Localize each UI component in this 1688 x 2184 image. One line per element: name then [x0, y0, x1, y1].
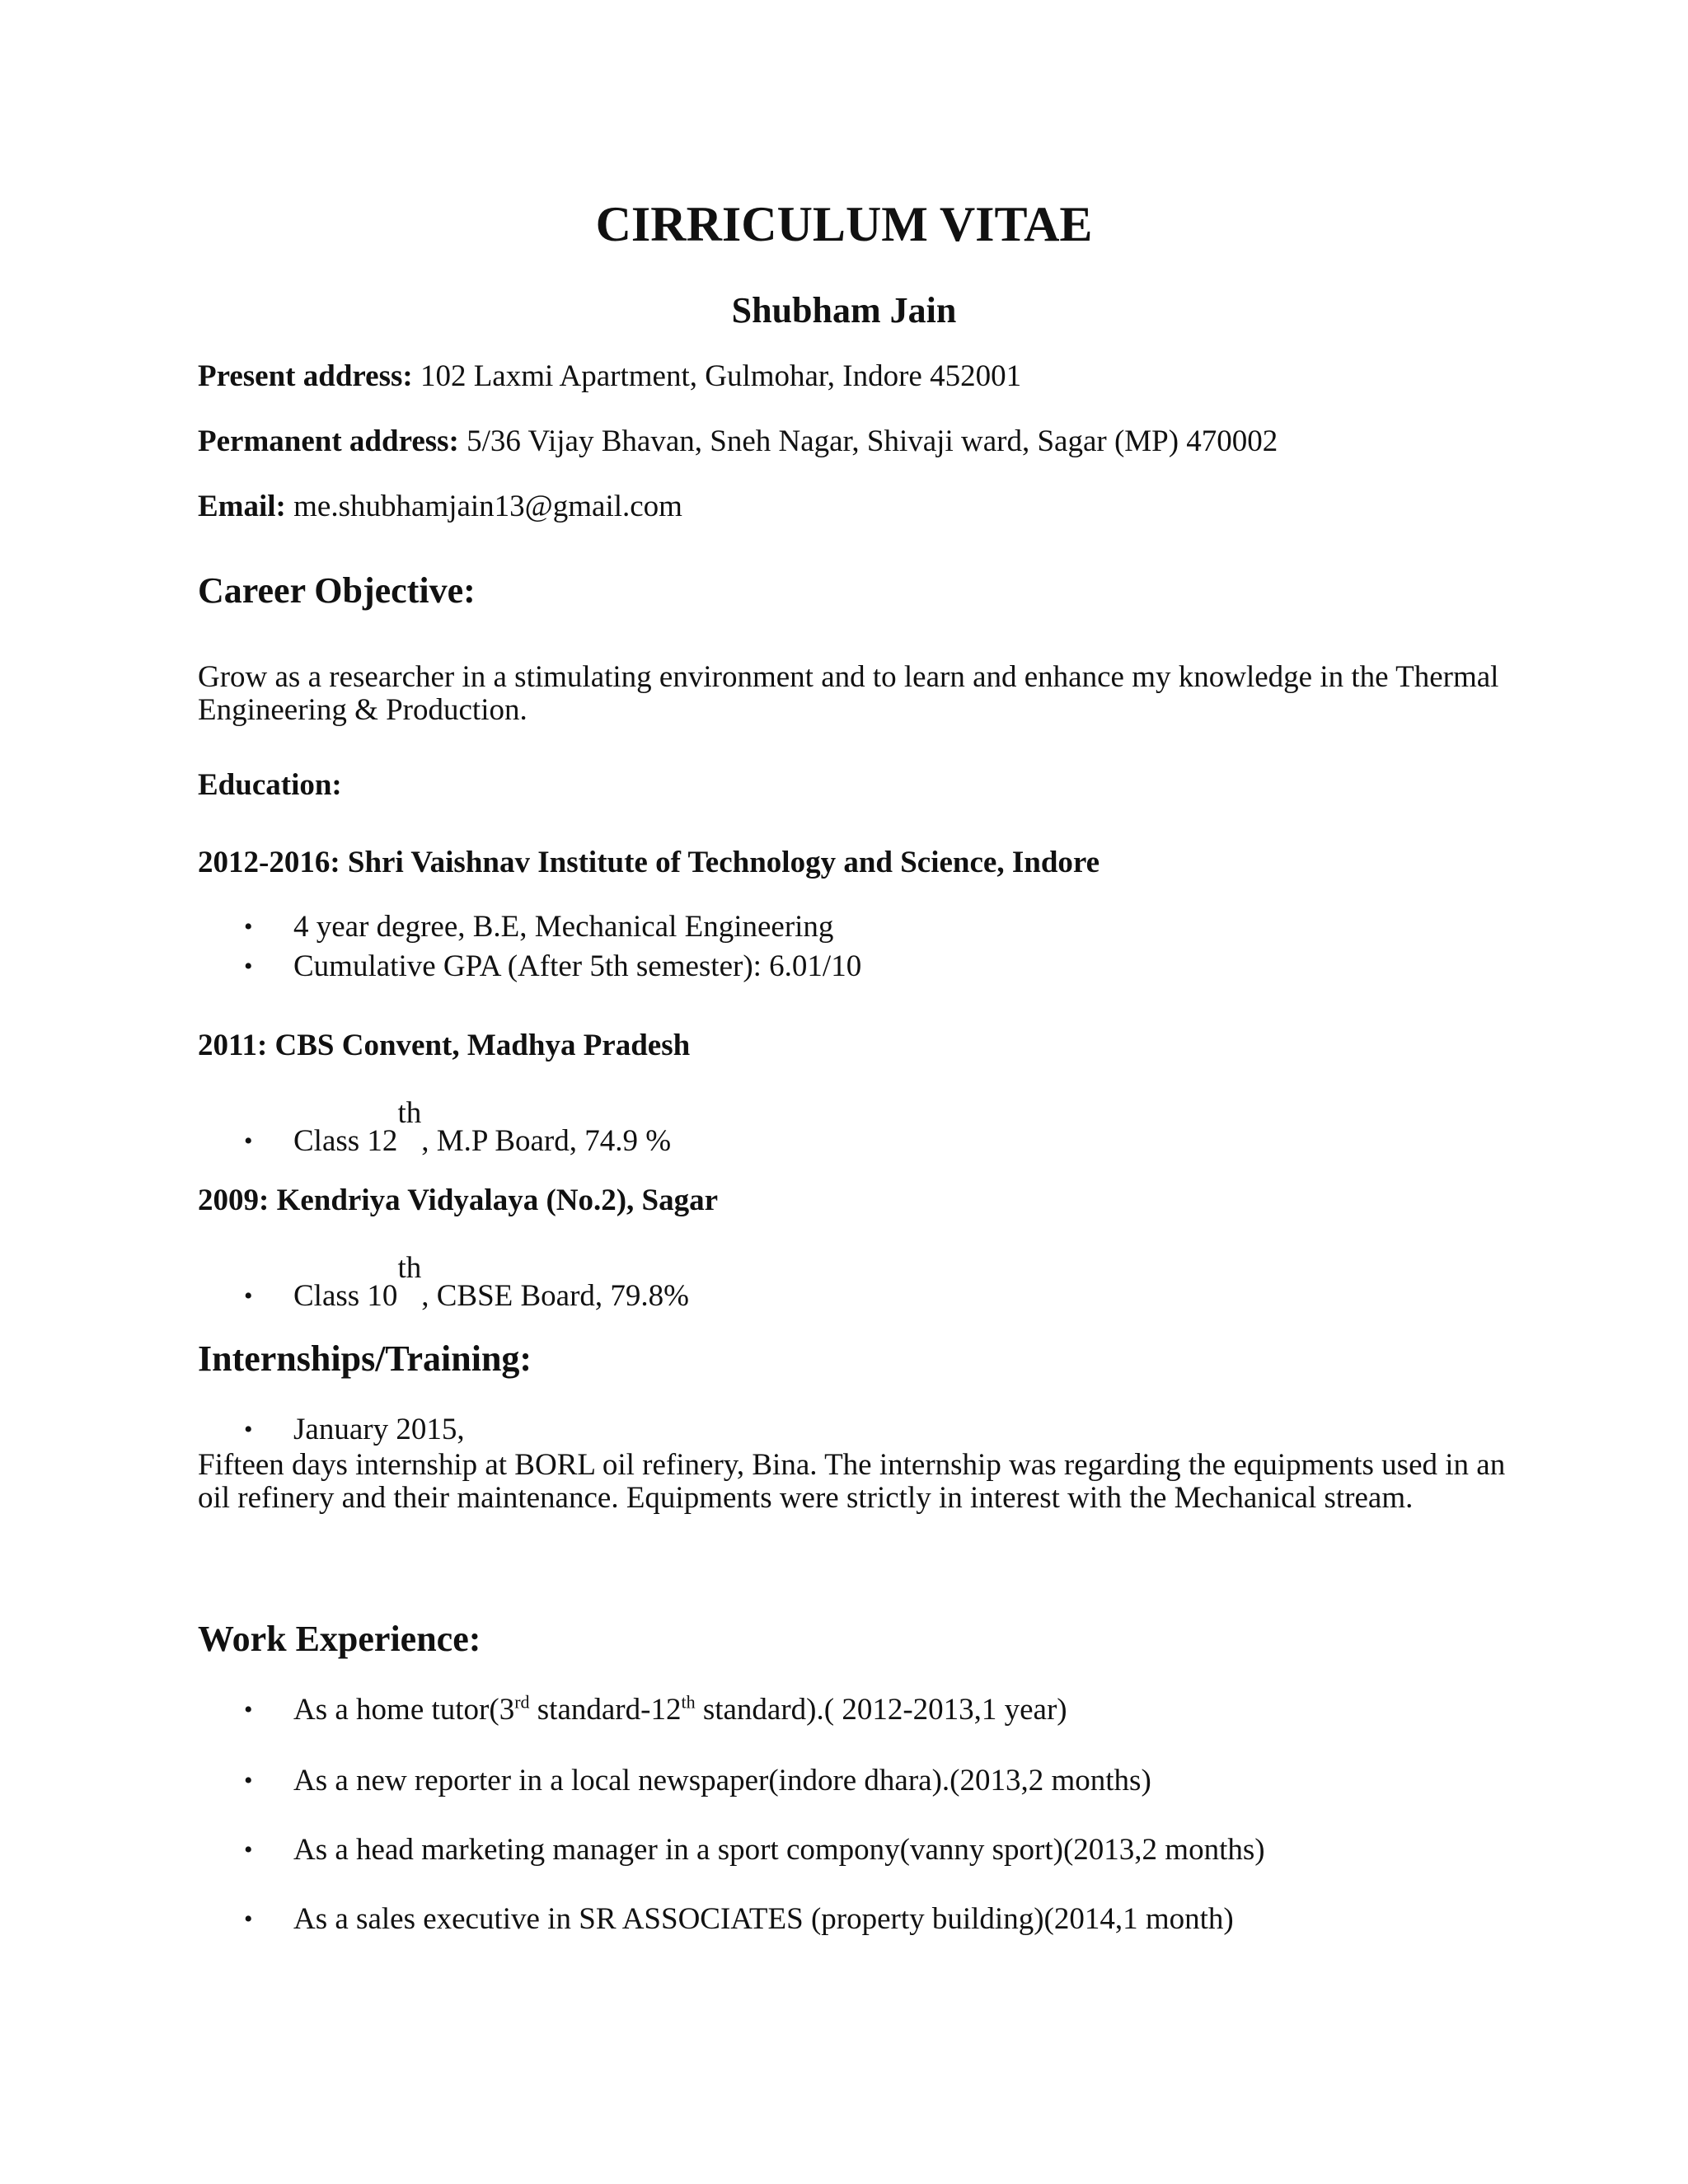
career-objective-heading: Career Objective: [198, 570, 476, 611]
bullet-dot: • [244, 1905, 253, 1933]
present-address-label: Present address: [198, 359, 413, 393]
work-item [293, 1691, 1067, 1729]
bullet-dot: • [244, 1416, 253, 1443]
email [198, 488, 682, 526]
work-item-text: As a home tutor(3 [293, 1693, 515, 1727]
education-entry-title: 2009: Kendriya Vidyalaya (No.2), Sagar [198, 1183, 719, 1217]
work-item-text: standard).( 2012-2013,1 year) [695, 1693, 1067, 1727]
permanent-address [198, 423, 1278, 461]
bullet-dot: • [244, 1282, 253, 1310]
career-objective-text: Grow as a researcher in a stimulating environment and to learn and enhance my knowledge in the Thermal Engineering & Production. [198, 660, 1499, 727]
bullet-dot: • [244, 913, 253, 940]
internship-bullet: January 2015, [293, 1413, 465, 1446]
class-label: Class 12 [293, 1124, 398, 1158]
bullet-dot: • [244, 953, 253, 980]
superscript: th [397, 1096, 422, 1130]
class-label: Class 10 [293, 1279, 398, 1313]
class-detail: , M.P Board, 74.9 % [421, 1124, 672, 1158]
page-title: CIRRICULUM VITAE [595, 197, 1093, 251]
candidate-name: Shubham Jain [731, 290, 957, 330]
superscript: rd [514, 1691, 530, 1713]
permanent-address-value: 5/36 Vijay Bhavan, Sneh Nagar, Shivaji ward, Sagar (MP) 470002 [467, 424, 1278, 458]
education-entry-title: 2012-2016: Shri Vaishnav Institute of Technology and Science, Indore [198, 846, 1100, 879]
work-item: As a sales executive in SR ASSOCIATES (property building)(2014,1 month) [293, 1902, 1234, 1936]
internships-heading: Internships/Training: [198, 1338, 532, 1379]
work-item-text: standard-12 [529, 1693, 682, 1727]
email-label: Email: [198, 490, 286, 523]
work-item: As a head marketing manager in a sport compony(vanny sport)(2013,2 months) [293, 1833, 1265, 1867]
permanent-address-label: Permanent address: [198, 424, 459, 458]
work-experience-heading: Work Experience: [198, 1619, 481, 1659]
education-bullet [293, 1251, 689, 1315]
work-item: As a new reporter in a local newspaper(indore dhara).(2013,2 months) [293, 1764, 1151, 1797]
superscript: th [681, 1691, 696, 1713]
education-bullet: 4 year degree, B.E, Mechanical Engineering [293, 910, 834, 944]
education-entry-title: 2011: CBS Convent, Madhya Pradesh [198, 1029, 691, 1062]
bullet-dot: • [244, 1836, 253, 1863]
present-address-value: 102 Laxmi Apartment, Gulmohar, Indore 452001 [420, 359, 1022, 393]
present-address [198, 358, 1021, 396]
bullet-dot: • [244, 1767, 253, 1794]
class-detail: , CBSE Board, 79.8% [421, 1279, 689, 1313]
education-bullet [293, 1096, 672, 1160]
email-value: me.shubhamjain13@gmail.com [293, 490, 682, 523]
education-heading: Education: [198, 768, 342, 802]
superscript: th [397, 1251, 422, 1285]
internship-text: Fifteen days internship at BORL oil refinery, Bina. The internship was regarding the equipments used in an oil refinery and their maintenance. Equipments were strictly in interest with the Mechanical stream. [198, 1448, 1506, 1515]
bullet-dot: • [244, 1127, 253, 1155]
education-bullet: Cumulative GPA (After 5th semester): 6.01/10 [293, 949, 862, 983]
bullet-dot: • [244, 1696, 253, 1723]
